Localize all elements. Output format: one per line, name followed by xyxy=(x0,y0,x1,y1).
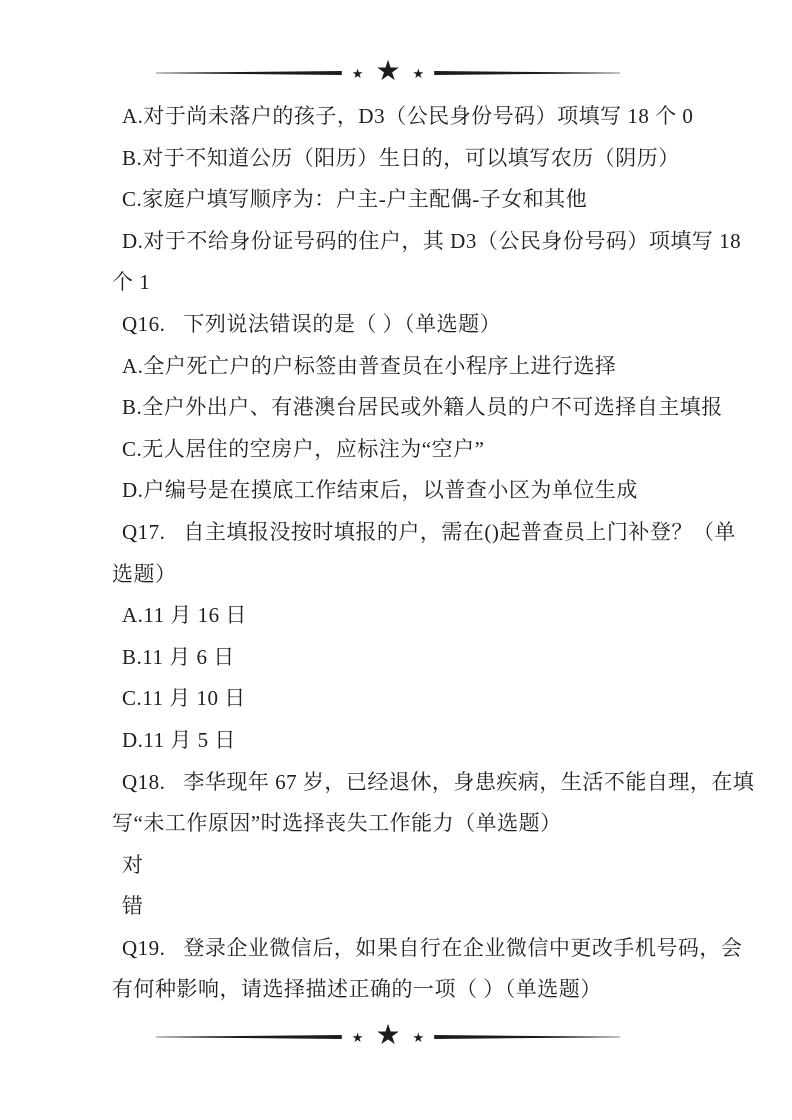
small-star-icon: ★ xyxy=(412,65,425,81)
small-star-icon: ★ xyxy=(351,1029,364,1045)
divider-line-left xyxy=(156,1035,342,1039)
option-line: B.全户外出户、有港澳台居民或外籍人员的户不可选择自主填报 xyxy=(122,395,723,420)
option-line: B.11 月 6 日 xyxy=(122,644,235,669)
top-ornament-divider xyxy=(148,58,628,88)
question-text: 自主填报没按时填报的户，需在()起普查员上门补登？（单 xyxy=(183,519,736,544)
continuation-line: 个 1 xyxy=(112,270,151,295)
divider-line-right xyxy=(434,71,620,75)
question-line xyxy=(104,928,743,970)
question-text: 登录企业微信后，如果自行在企业微信中更改手机号码，会 xyxy=(183,935,743,960)
question-line xyxy=(104,762,755,804)
big-star-icon: ★ xyxy=(375,1020,401,1051)
question-text: 李华现年 67 岁，已经退休，身患疾病，生活不能自理，在填 xyxy=(183,769,755,794)
continuation-line: 写“未工作原因”时选择丧失工作能力（单选题） xyxy=(112,811,562,836)
divider-line-right xyxy=(434,1035,620,1039)
small-star-icon: ★ xyxy=(351,65,364,81)
option-line: D.对于不给身份证号码的住户，其 D3（公民身份号码）项填写 18 xyxy=(122,228,742,253)
option-line: C.无人居住的空房户，应标注为“空户” xyxy=(122,436,485,461)
big-star-icon: ★ xyxy=(375,56,401,87)
false-option-line: 错 xyxy=(122,894,144,919)
question-line xyxy=(104,304,710,346)
question-number: Q17. xyxy=(122,519,166,544)
continuation-line: 有何种影响，请选择描述正确的一项（ ）（单选题） xyxy=(112,977,602,1002)
option-line: A.11 月 16 日 xyxy=(122,603,247,628)
option-line: A.对于尚未落户的孩子，D3（公民身份号码）项填写 18 个 0 xyxy=(122,104,694,128)
question-text: 下列说法错误的是（ ）（单选题） xyxy=(183,311,502,336)
question-number: Q19. xyxy=(122,935,166,960)
bottom-ornament-divider xyxy=(148,1022,628,1052)
question-line xyxy=(104,512,736,554)
option-line: C.11 月 10 日 xyxy=(122,686,246,711)
option-line: D.11 月 5 日 xyxy=(122,727,236,752)
option-line: D.户编号是在摸底工作结束后，以普查小区为单位生成 xyxy=(122,478,638,503)
small-star-icon: ★ xyxy=(412,1029,425,1045)
option-line: B.对于不知道公历（阳历）生日的，可以填写农历（阴历） xyxy=(122,145,680,170)
question-number: Q16. xyxy=(122,311,166,336)
divider-line-left xyxy=(156,71,342,75)
true-option-line: 对 xyxy=(122,852,144,877)
document-body xyxy=(104,96,755,1011)
question-number: Q18. xyxy=(122,769,166,794)
option-line: C.家庭户填写顺序为：户主-户主配偶-子女和其他 xyxy=(122,187,588,212)
option-line: A.全户死亡户的户标签由普查员在小程序上进行选择 xyxy=(122,353,617,378)
continuation-line: 选题） xyxy=(112,561,177,586)
